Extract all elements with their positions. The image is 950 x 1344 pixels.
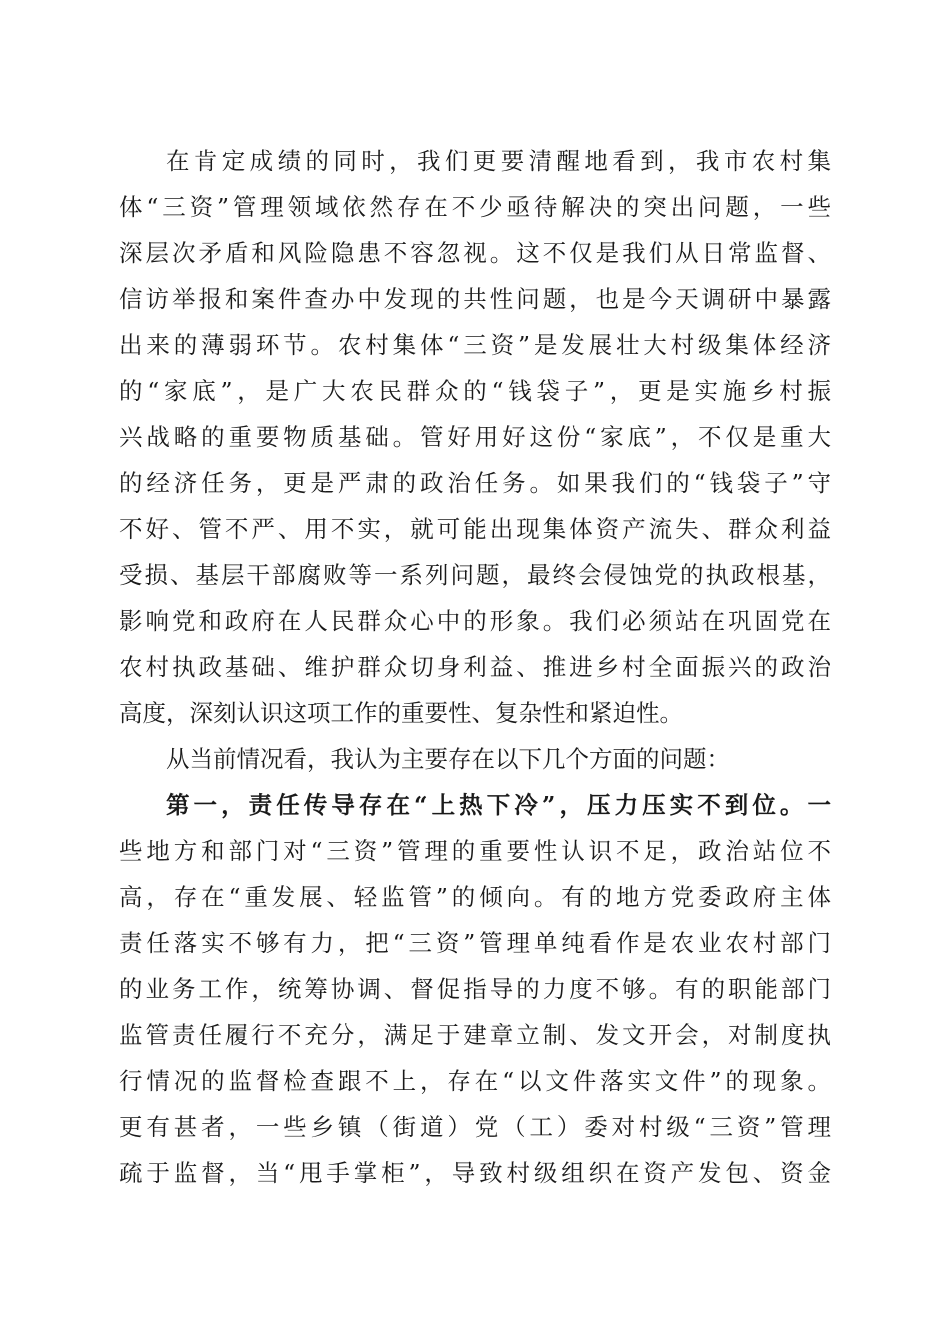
paragraph-3-line-6: 监管责任履行不充分，满足于建章立制、发文开会，对制度执 [119, 1021, 831, 1049]
paragraph-3-line-3: 高，存在“重发展、轻监管”的倾向。有的地方党委政府主体 [119, 883, 831, 911]
paragraph-3-heading-line: 第一，责任传导存在“上热下冷”，压力压实不到位。一 [166, 791, 831, 819]
paragraph-1-line-12: 农村执政基础、维护群众切身利益、推进乡村全面振兴的政治 [119, 653, 831, 681]
paragraph-1-line-3: 深层次矛盾和风险隐患不容忽视。这不仅是我们从日常监督、 [119, 239, 831, 267]
paragraph-1-line-5: 出来的薄弱环节。农村集体“三资”是发展壮大村级集体经济 [119, 331, 831, 359]
paragraph-1-line-2: 体“三资”管理领域依然存在不少亟待解决的突出问题，一些 [119, 193, 831, 221]
paragraph-3-line-5: 的业务工作，统筹协调、督促指导的力度不够。有的职能部门 [119, 975, 831, 1003]
paragraph-2-line-1: 从当前情况看，我认为主要存在以下几个方面的问题： [166, 745, 730, 773]
paragraph-1-line-8: 的经济任务，更是严肃的政治任务。如果我们的“钱袋子”守 [119, 469, 831, 497]
paragraph-1-line-6: 的“家底”，是广大农民群众的“钱袋子”，更是实施乡村振 [119, 377, 831, 405]
paragraph-3-line-9: 疏于监督，当“甩手掌柜”，导致村级组织在资产发包、资金 [119, 1159, 831, 1187]
paragraph-3-line-2: 些地方和部门对“三资”管理的重要性认识不足，政治站位不 [119, 837, 831, 865]
paragraph-3-line-8: 更有甚者，一些乡镇（街道）党（工）委对村级“三资”管理 [119, 1113, 831, 1141]
paragraph-1-line-7: 兴战略的重要物质基础。管好用好这份“家底”，不仅是重大 [119, 423, 831, 451]
paragraph-3-line-4: 责任落实不够有力，把“三资”管理单纯看作是农业农村部门 [119, 929, 831, 957]
paragraph-1-line-1: 在肯定成绩的同时，我们更要清醒地看到，我市农村集 [166, 147, 831, 175]
paragraph-1-line-10: 受损、基层干部腐败等一系列问题，最终会侵蚀党的执政根基， [119, 561, 831, 589]
paragraph-3-line-7: 行情况的监督检查跟不上，存在“以文件落实文件”的现象。 [119, 1067, 831, 1095]
paragraph-1-line-4: 信访举报和案件查办中发现的共性问题，也是今天调研中暴露 [119, 285, 831, 313]
paragraph-1-line-13: 高度，深刻认识这项工作的重要性、复杂性和紧迫性。 [119, 699, 683, 727]
paragraph-1-line-11: 影响党和政府在人民群众心中的形象。我们必须站在巩固党在 [119, 607, 831, 635]
paragraph-1-line-9: 不好、管不严、用不实，就可能出现集体资产流失、群众利益 [119, 515, 831, 543]
